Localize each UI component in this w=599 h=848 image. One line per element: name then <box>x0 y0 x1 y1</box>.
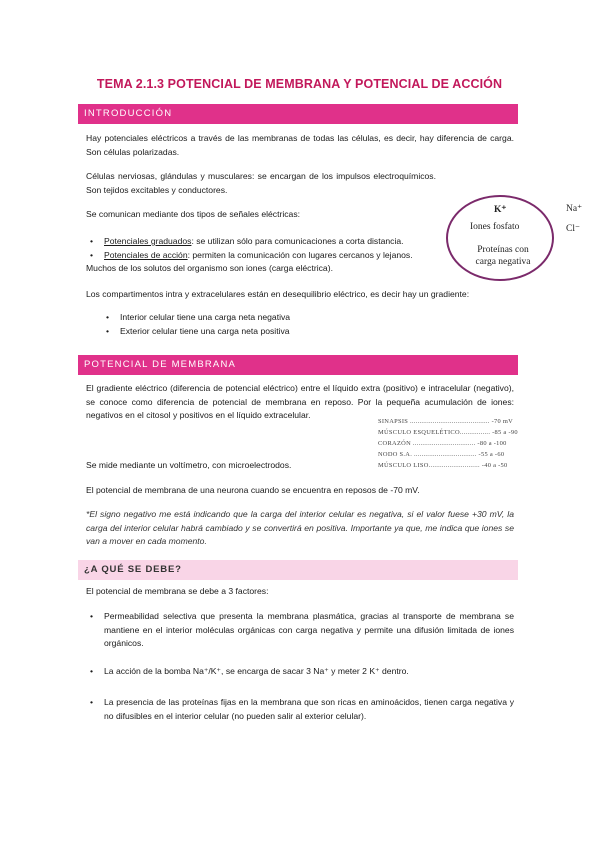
membrane-paragraph-1: El gradiente eléctrico (diferencia de potencial eléctrico) entre el líquido extra (positivo) e intracelular (negativo), se conoce como diferencia de potencial de membrana en reposo. Por la pequeña acumulación de iones: negativos en el citosol y positivos en el líquido extracelular. <box>86 383 514 420</box>
factor-text: La presencia de las proteínas fijas en la membrana que son ricas en aminoácidos, tienen carga negativa y no difusibles en el interior celular (no pueden salir al exterior celular). <box>104 697 514 721</box>
intro-paragraph-1: Hay potenciales eléctricos a través de las membranas de todas las células, es decir, hay diferencia de carga. Son células polarizadas. <box>86 133 514 157</box>
chloride-label: Cl⁻ <box>566 224 580 234</box>
intro-paragraph-3: Se comunican mediante dos tipos de señales eléctricas: <box>86 209 301 219</box>
gradient-item-text: Exterior celular tiene una carga neta positiva <box>120 326 290 336</box>
gradient-item-exterior <box>106 325 290 339</box>
potassium-label: K⁺ <box>494 205 507 215</box>
intro-paragraph-4: Muchos de los solutos del organismo son iones (carga eléctrica). <box>86 263 333 273</box>
membrane-note: *El signo negativo me está indicando que la carga del interior celular es negativa, si el valor fuese +30 mV, la carga del interior celular habrá cambiado y se convertirá en positiva. Importante ya que, me indica que iones se van a mover en cada momento. <box>86 509 514 546</box>
signal-description: : se utilizan sólo para comunicaciones a corta distancia. <box>191 236 404 246</box>
bullet-icon: • <box>90 236 94 246</box>
bullet-icon: • <box>90 666 94 676</box>
table-row: MÚSCULO LISO........................... -40 a -50 <box>378 462 508 469</box>
intro-paragraph-2: Células nerviosas, glándulas y musculares: se encargan de los impulsos electroquímicos. Son tejidos excitables y conductores. <box>86 171 436 195</box>
signal-item-action <box>90 249 444 263</box>
signal-item-graded <box>90 235 434 249</box>
signal-description: : permiten la comunicación con lugares cercanos y lejanos. <box>187 250 413 260</box>
section-header-introduction: INTRODUCCIÓN <box>78 104 518 124</box>
bullet-icon: • <box>90 611 94 621</box>
proteins-label: Proteínas con carga negativa <box>475 245 531 267</box>
gradient-item-interior <box>106 311 291 325</box>
membrane-paragraph-2: Se mide mediante un voltímetro, con microelectrodos. <box>86 460 292 470</box>
signal-term: Potenciales de acción <box>104 250 188 260</box>
section-header-why: ¿A QUÉ SE DEBE? <box>78 560 518 580</box>
table-row: NODO S.A. ................................. -55 a -60 <box>378 451 505 458</box>
table-row: MÚSCULO ESQUELÉTICO................ -85 a -90 <box>378 429 518 436</box>
why-paragraph-1: El potencial de membrana se debe a 3 factores: <box>86 586 269 596</box>
membrane-paragraph-3: El potencial de membrana de una neurona cuando se encuentra en reposos de -70 mV. <box>86 485 420 495</box>
factor-item-proteins <box>90 696 514 723</box>
factor-text: Permeabilidad selectiva que presenta la membrana plasmática, gracias al transporte de membrana se mantiene en el interior moléculas orgánicas con carga negativa y permite una difusión limitada de iones orgánicos. <box>104 611 514 648</box>
intro-paragraph-5: Los compartimentos intra y extracelulares están en desequilibrio eléctrico, es decir hay un gradiente: <box>86 289 470 299</box>
factor-item-permeability <box>90 610 514 651</box>
ion-diagram <box>440 195 590 285</box>
page-title: TEMA 2.1.3 POTENCIAL DE MEMBRANA Y POTENCIAL DE ACCIÓN <box>96 77 503 91</box>
bullet-icon: • <box>90 250 94 260</box>
signal-term: Potenciales graduados <box>104 236 192 246</box>
bullet-icon: • <box>106 326 110 336</box>
table-row: CORAZÓN ................................. -80 a -100 <box>378 440 507 447</box>
section-header-membrane-potential: POTENCIAL DE MEMBRANA <box>78 355 518 375</box>
factor-text: La acción de la bomba Na⁺/K⁺, se encarga de sacar 3 Na⁺ y meter 2 K⁺ dentro. <box>104 666 409 676</box>
gradient-item-text: Interior celular tiene una carga neta negativa <box>120 312 291 322</box>
table-row: SINAPSIS .......................................... -70 mV <box>378 418 514 425</box>
phosphate-label: Iones fosfato <box>470 222 520 232</box>
bullet-icon: • <box>90 697 94 707</box>
bullet-icon: • <box>106 312 110 322</box>
factor-item-pump <box>90 665 514 679</box>
sodium-label: Na⁺ <box>566 204 583 214</box>
